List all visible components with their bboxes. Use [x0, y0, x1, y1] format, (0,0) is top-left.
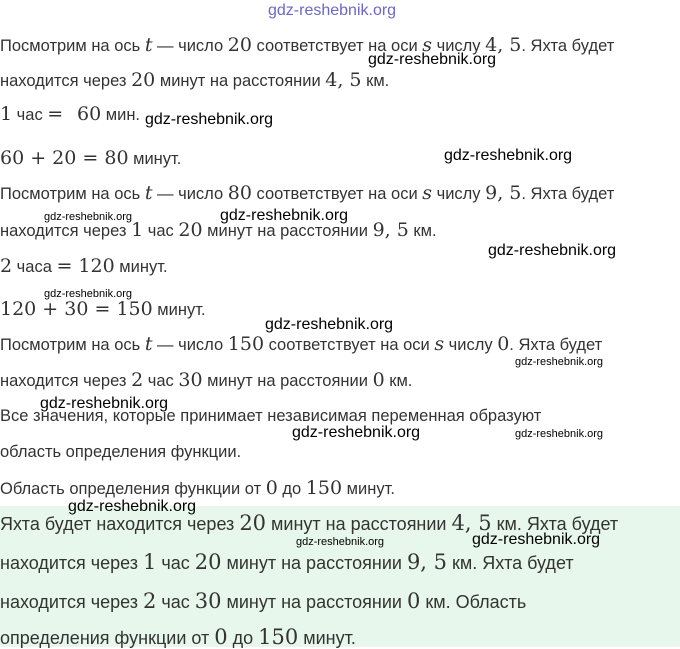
math-number: 1	[131, 219, 144, 241]
math-number: 2	[142, 589, 157, 613]
text: — число	[152, 336, 228, 354]
solution-line-8	[0, 298, 206, 321]
text: — число	[152, 37, 228, 55]
solution-line-5	[0, 182, 614, 205]
math-expression: 120 + 30 = 150	[0, 298, 153, 320]
math-number: 20	[194, 550, 222, 574]
watermark: gdz-reshebnik.org	[265, 316, 394, 333]
solution-line-12: область определения функции.	[0, 443, 242, 461]
text: минут на расстоянии	[266, 514, 452, 534]
math-var: s	[422, 182, 433, 204]
math-number: 9, 5	[406, 550, 448, 574]
text: находится через	[0, 553, 143, 573]
math-number: 150	[227, 333, 265, 355]
math-number: 4, 5	[451, 511, 492, 535]
text: км.	[384, 372, 413, 390]
math-number: 20	[178, 219, 203, 241]
math-expression: 60 + 20 = 80	[0, 147, 129, 169]
watermark: gdz-reshebnik.org	[220, 207, 349, 224]
math-var: t	[144, 182, 153, 204]
watermark: gdz-reshebnik.org	[292, 424, 421, 441]
math-number: 1	[142, 550, 157, 574]
watermark: gdz-reshebnik.org	[515, 356, 604, 368]
text: находится через	[0, 592, 143, 612]
text: км. Яхта будет	[491, 514, 619, 534]
text: км.	[361, 72, 390, 90]
math-number: 20	[239, 511, 267, 535]
text: . Яхта будет	[521, 185, 615, 203]
answer-line-2	[0, 551, 574, 574]
watermark: gdz-reshebnik.org	[40, 395, 169, 412]
watermark: gdz-reshebnik.org	[68, 498, 197, 515]
text: минут.	[128, 150, 182, 168]
solution-line-10	[0, 369, 412, 392]
math-number: 1	[0, 103, 13, 125]
text: находится через	[0, 222, 132, 240]
text: час	[143, 372, 179, 390]
text: находится через	[0, 372, 132, 390]
text: Посмотрим на ось	[0, 336, 145, 354]
math-number: 4, 5	[485, 34, 522, 56]
text: до	[277, 480, 306, 498]
text: соответствует на оси	[251, 37, 423, 55]
answer-line-4	[0, 626, 356, 649]
math-number: 9, 5	[372, 219, 409, 241]
math-var: t	[144, 333, 153, 355]
text: находится через	[0, 72, 132, 90]
text: определения функции от	[0, 628, 215, 648]
solution-line-2	[0, 69, 389, 92]
text: Посмотрим на ось	[0, 185, 145, 203]
math-number: 0	[372, 369, 385, 391]
text: км. Яхта будет	[447, 553, 574, 573]
text: минут.	[114, 258, 168, 276]
math-number: 2	[131, 369, 144, 391]
answer-line-3	[0, 590, 526, 613]
watermark: gdz-reshebnik.org	[444, 147, 573, 164]
text: числу	[432, 37, 486, 55]
text: час	[12, 106, 48, 124]
math-expression: = 120	[56, 255, 115, 277]
text: минут на расстоянии	[221, 553, 407, 573]
solution-line-4	[0, 147, 181, 170]
math-number: 30	[194, 589, 222, 613]
solution-line-1	[0, 34, 614, 57]
math-number: 20	[131, 69, 156, 91]
math-number: 0	[214, 625, 228, 649]
watermark: gdz-reshebnik.org	[44, 211, 133, 223]
text	[63, 106, 68, 124]
text: . Яхта будет	[509, 336, 603, 354]
solution-line-9	[0, 333, 602, 356]
text: соответствует на оси	[251, 185, 423, 203]
math-var: s	[434, 333, 445, 355]
text: минут.	[298, 628, 356, 648]
text: км. Область	[420, 592, 527, 612]
watermark: gdz-reshebnik.org	[268, 2, 397, 19]
text: минут на расстоянии	[221, 592, 407, 612]
text: км.	[408, 222, 437, 240]
text: минут на расстоянии	[155, 72, 326, 90]
text: час	[143, 222, 179, 240]
text: минут на расстоянии	[202, 222, 373, 240]
text: минут.	[342, 480, 395, 498]
text: — число	[152, 185, 228, 203]
math-var: s	[422, 34, 433, 56]
solution-line-7	[0, 255, 168, 278]
text: час	[156, 553, 195, 573]
math-number: 150	[258, 625, 299, 649]
math-number: 2	[0, 255, 13, 277]
math-number: 0	[497, 333, 510, 355]
math-number: 0	[406, 589, 421, 613]
text: минут на расстоянии	[202, 372, 373, 390]
watermark: gdz-reshebnik.org	[296, 536, 385, 548]
math-number: 150	[305, 477, 343, 499]
text: до	[227, 628, 259, 648]
text: час	[156, 592, 195, 612]
text: . Яхта будет	[521, 37, 615, 55]
math-number: 4, 5	[325, 69, 362, 91]
solution-line-11: Все значения, которые принимает независимая переменная образуют	[0, 407, 542, 425]
watermark: gdz-reshebnik.org	[472, 531, 601, 548]
math-number: 60	[76, 103, 102, 125]
watermark: gdz-reshebnik.org	[368, 51, 497, 68]
math-number: 9, 5	[485, 182, 522, 204]
text: числу	[432, 185, 486, 203]
text: соответствует на оси	[264, 336, 435, 354]
math-number: 20	[227, 34, 252, 56]
watermark: gdz-reshebnik.org	[515, 428, 604, 440]
text: Область определения функции от	[0, 480, 266, 498]
solution-line-13	[0, 477, 395, 500]
math-number: 0	[265, 477, 278, 499]
math-var: t	[144, 34, 153, 56]
watermark: gdz-reshebnik.org	[145, 111, 274, 128]
text: Посмотрим на ось	[0, 37, 145, 55]
solution-line-3	[0, 103, 140, 126]
text: Яхта будет находится через	[0, 514, 240, 534]
text: часа	[12, 258, 57, 276]
math-number: 30	[178, 369, 203, 391]
text: минут.	[152, 301, 206, 319]
text: числу	[444, 336, 498, 354]
text: мин.	[101, 106, 141, 124]
watermark: gdz-reshebnik.org	[488, 242, 617, 259]
math-number: 80	[227, 182, 252, 204]
watermark: gdz-reshebnik.org	[44, 288, 133, 300]
math-operator: =	[47, 103, 64, 125]
